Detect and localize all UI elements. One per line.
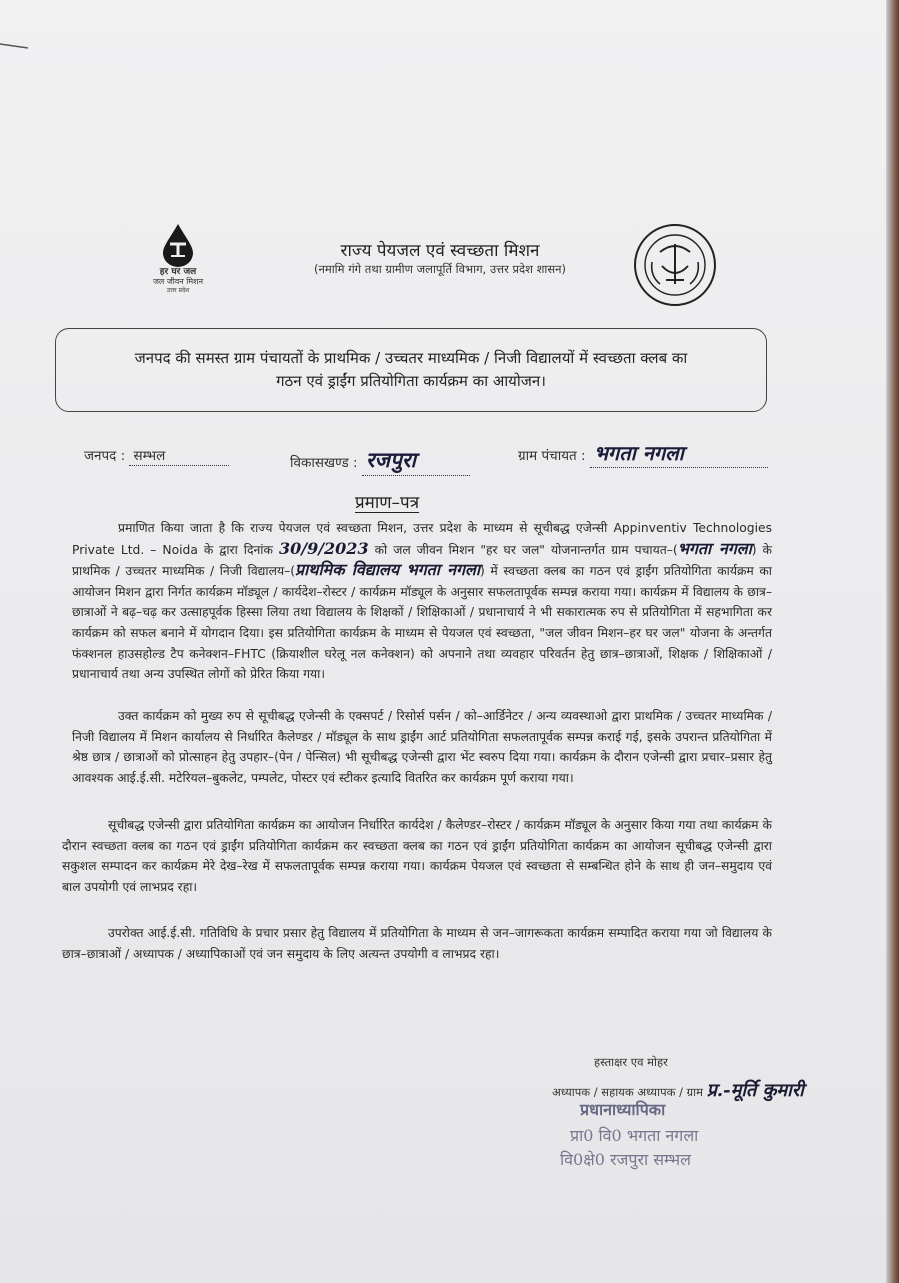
p3-text: सूचीबद्ध एजेन्सी द्वारा प्रतियोगिता कार्यक्रम का आयोजन निर्धारित कार्यदेश / कैलेण्डर–रोस्टर / कार्यक्रम मॉड्यूल के अनुसार किया गया तथा कार्यक्रम के दौरान स्वच्छता क्लब का गठन एवं ड्राईंग प्रतियोगिता कार्यक्रम कर स्वच्छता क्लब का गठन एवं ड्राईंग प्रतियोगिता कार्यक्रम का आयोजन सूचीबद्ध एजेन्सी द्वारा सकुशल सम्पादन कर कार्यक्रम मेरे देख–रेख में सफलतापूर्वक सम्पन्न कराया गया। कार्यक्रम पेयजल एवं स्वच्छता से सम्बन्धित होने के साथ ही जन–समुदाय एवं बाल उपयोगी एवं लाभप्रद रहा।: [62, 818, 772, 894]
signature-role: अध्यापक / सहायक अध्यापक / ग्राम: [552, 1085, 703, 1099]
gram-panchayat-label: ग्राम पंचायत :: [518, 448, 586, 464]
logo-line-1: हर घर जल: [159, 267, 197, 277]
block-value: रजपुरा: [362, 446, 470, 476]
mission-subtitle: (नमामि गंगे तथा ग्रामीण जलापूर्ति विभाग, उत्तर प्रदेश शासन): [313, 262, 567, 276]
logo-line-3: उत्तर प्रदेश: [166, 287, 190, 294]
water-drop-icon: [158, 222, 198, 268]
up-government-seal-icon: [630, 222, 720, 308]
paragraph-1: [72, 518, 772, 685]
stamp-block: वि0क्षे0 रजपुरा सम्भल: [560, 1150, 691, 1169]
p1-text-c: ) के प्राथमिक / उच्चतर माध्यमिक / निजी विद्यालय–(: [72, 542, 772, 579]
certificate-title: प्रमाण–पत्र: [355, 493, 420, 513]
block-field: [290, 446, 470, 476]
handwritten-gram-panchayat: भगता नगला: [677, 538, 752, 558]
subject-line-1: जनपद की समस्त ग्राम पंचायतों के प्राथमिक / उच्चतर माध्यमिक / निजी विद्यालयों में स्वच्छता क्लब का: [134, 349, 688, 367]
gram-panchayat-value: भगता नगला: [590, 439, 768, 468]
handwritten-signature: प्र.-मूर्ति कुमारी: [706, 1080, 804, 1101]
signature-heading: हस्ताक्षर एव मोहर: [594, 1055, 668, 1069]
p1-text-a: प्रमाणित किया जाता है कि राज्य पेयजल एवं स्वच्छता मिशन, उत्तर प्रदेश के माध्यम से सूचीबद्ध एजेन्सी Appinventiv Technologies Private Ltd. – Noida के द्वारा दिनांक: [72, 521, 772, 557]
mission-title: राज्य पेयजल एवं स्वच्छता मिशन: [340, 241, 540, 261]
handwritten-school-name: प्राथमिक विद्यालय भगता नगला: [295, 560, 481, 580]
signature-block: [552, 1055, 804, 1102]
corner-pen-mark: [0, 40, 30, 50]
stamp-designation: प्रधानाध्यापिका: [580, 1100, 666, 1119]
subject-box: [55, 328, 767, 412]
gram-panchayat-field: [518, 441, 768, 468]
p1-text-b: को जल जीवन मिशन "हर घर जल" योजनान्तर्गत ग्राम पचायत–(: [374, 542, 678, 557]
handwritten-date: 30/9/2023: [278, 538, 369, 558]
paragraph-3: [62, 815, 772, 897]
district-label: जनपद :: [84, 448, 126, 464]
district-value: सम्भल: [129, 446, 229, 466]
subject-line-2: गठन एवं ड्राईंग प्रतियोगिता कार्यक्रम का आयोजन।: [276, 372, 546, 390]
paper-edge: [886, 0, 899, 1283]
logo-line-2: जल जीवन मिशन: [152, 277, 204, 286]
district-field: [84, 446, 229, 466]
paragraph-4: [62, 923, 772, 964]
paragraph-2: [72, 706, 772, 788]
p4-text: उपरोक्त आई.ई.सी. गतिविधि के प्रचार प्रसार हेतु विद्यालय में प्रतियोगिता के माध्यम से जन–जागरूकता कार्यक्रम सम्पादित कराया गया जो विद्यालय के छात्र–छात्राओं / अध्यापक / अध्यापिकाओं एवं जन समुदाय के लिए अत्यन्त उपयोगी व लाभप्रद रहा।: [62, 926, 772, 961]
block-label: विकासखण्ड :: [290, 455, 358, 471]
har-ghar-jal-logo: [130, 222, 226, 295]
stamp-school: प्रा0 वि0 भगता नगला: [570, 1126, 699, 1145]
p2-text: उक्त कार्यक्रम को मुख्य रुप से सूचीबद्ध एजेन्सी के एक्सपर्ट / रिसोर्स पर्सन / को–आर्डिनेटर / अन्य व्यवस्थाओ द्वारा प्राथमिक / उच्चतर माध्यमिक / निजी विद्यालय में मिशन कार्यालय से निर्धारित कैलेण्डर / मॉड्यूल के साथ ड्राईंग आर्ट प्रतियोगिता सफलतापूर्वक सम्पन्न कराई गई, इसके उपरान्त प्रतियोगिता में श्रेष्ठ छात्र / छात्राओं को प्रोत्साहन हेतु उपहार–(पेन / पेन्सिल) भी सूचीबद्ध एजेन्सी द्वारा भेंट स्वरुप दिया गया। कार्यक्रम के दौरान एजेन्सी द्वारा प्रचार–प्रसार हेतु आवश्यक आई.ई.सी. मटेरियल–बुकलेट, पम्पलेट, पोस्टर एवं स्टीकर इत्यादि वितरित कर कार्यक्रम पूर्ण कराया गया।: [72, 709, 772, 785]
p1-text-d: ) में स्वच्छता क्लब का गठन एवं ड्राईंग प्रतियोगिता कार्यक्रम का आयोजन मिशन द्वारा निर्गत कार्यक्रम मॉड्यूल / कार्यदेश–रोस्टर / कार्यक्रम मॉड्यूल के अनुसार सफलतापूर्वक सम्पन्न कराया गया। कार्यक्रम में विद्यालय के छात्र–छात्राओं ने बढ़–चढ़ कर उत्साहपूर्वक हिस्सा लिया तथा विद्यालय के शिक्षकों / शिक्षिकाओं / प्रधानाचार्य ने भी सकारात्मक रुप से प्रतियोगिता में सहभागिता कर कार्यक्रम को सफल बनाने में योगदान दिया। इस प्रतियोगिता कार्यक्रम के माध्यम से पेयजल एवं स्वच्छता, "जल जीवन मिशन–हर घर जल" योजना के अन्तर्गत फंक्शनल हाउसहोल्ड टैप कनेक्शन–FHTC (क्रियाशील घरेलू नल कनेक्शन) को अपनाने तथा व्यवहार परिवर्तन हेतु छात्र–छात्राओं, शिक्षक / शिक्षिकाओं / प्रधानाचार्य तथा अन्य उपस्थित लोगों को प्रेरित किया गया।: [72, 564, 772, 682]
